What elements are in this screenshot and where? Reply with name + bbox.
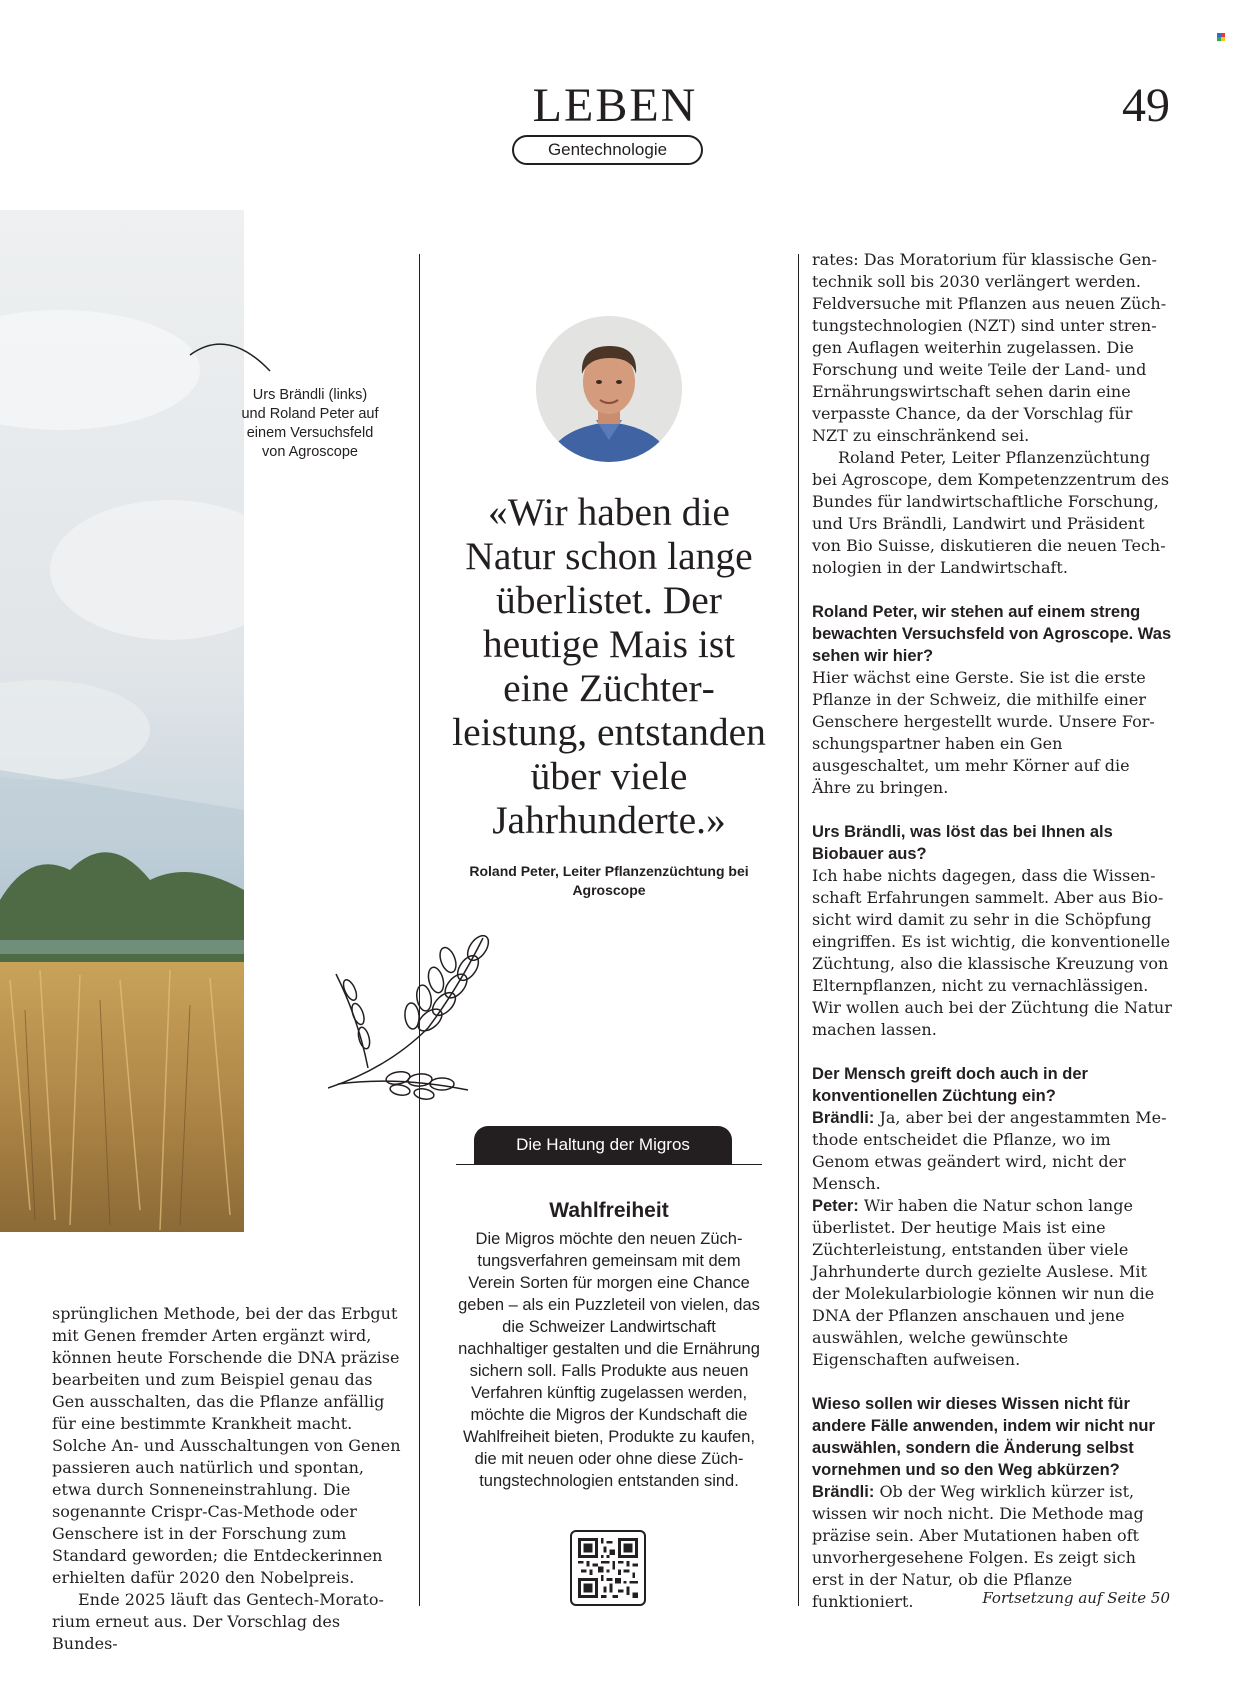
pull-quote: «Wir haben die Natur schon lange überlistet. Der heutige Mais ist eine Züchterleistung, entstanden über viele Jahrhunderte.» — [452, 490, 766, 842]
photo-caption: Urs Brändli (links) und Roland Peter auf einem Versuchsfeld von Agroscope — [241, 387, 379, 460]
interview-question: Roland Peter, wir stehen auf einem streng bewachten Versuchsfeld von Agroscope. Was sehen wir hier? — [812, 603, 1172, 665]
answer-text: Ja, aber bei der angestammten Methode entscheidet die Pflanze, wo im Genom etwas geändert wird, nicht der Mensch. — [812, 1108, 1167, 1193]
article-column-right — [812, 249, 1172, 1613]
migros-box-heading: Wahlfreiheit — [549, 1199, 669, 1222]
quote-credit: Roland Peter, Leiter Pflanzenzüchtung bei Agroscope — [469, 863, 749, 898]
caption-pointer-arc — [188, 335, 278, 375]
paragraph: sprünglichen Methode, bei der das Erbgut mit Genen fremder Arten ergänzt wird, können heute Forschende die DNA präzise bearbeiten und zum Beispiel genau das Gen ausschalten, das die Pflanze anfällig für eine bestimmte Krankheit macht. Solche An- und Ausschaltungen von Genen passieren auch natürlich und spontan, etwa durch Sonneneinstrahlung. Die sogenannte Crispr-Cas-Methode oder Genschere ist in der Forschung zum Standard geworden; die Entdeckerinnen erhielten dafür 2020 den Nobelpreis. — [52, 1304, 401, 1587]
wheat-illustration-icon — [328, 918, 498, 1108]
interview-question: Wieso sollen wir dieses Wissen nicht für andere Fälle anwenden, indem wir nicht nur auswählen, sondern die Änderung selbst vornehmen und so den Weg abkürzen? — [812, 1395, 1155, 1479]
answer-text: Ob der Weg wirklich kürzer ist, wissen wir noch nicht. Die Methode mag präzise sein. Aber Mutationen haben oft unvorhergesehene Folgen. Es zeigt sich erst in der Natur, ob die Pflanze funktioniert. — [812, 1482, 1144, 1611]
corner-mark-icon — [1217, 33, 1225, 41]
speaker-label: Peter: — [812, 1197, 859, 1215]
portrait-photo — [536, 316, 682, 462]
speaker-label: Brändli: — [812, 1109, 875, 1127]
section-title: LEBEN — [532, 79, 698, 132]
topic-tag[interactable]: Gentechnologie — [512, 135, 703, 165]
migros-box-text: Die Migros möchte den neuen Züchtungsverfahren gemeinsam mit dem Verein Sorten für morgen eine Chance geben – als ein Puzzleteil von vielen, das die Schweizer Landwirtschaft nachhaltiger gestalten und die Ernährung sichern soll. Falls Produkte aus neuen Verfahren künftig zugelassen werden, möchte die Migros der Kundschaft die Wahlfreiheit bieten, Produkte zu kaufen, die mit neuen oder ohne diese Züchtungstechnologien entstanden sind. — [458, 1230, 760, 1490]
paragraph: Ende 2025 läuft das Gentech-Moratorium erneut aus. Der Vorschlag des Bundes- — [52, 1590, 384, 1653]
page-number: 49 — [1122, 79, 1170, 132]
paragraph: rates: Das Moratorium für klassische Gentechnik soll bis 2030 verlängert werden. Feldversuche mit Pflanzen aus neuen Züchtungstechnologien (NZT) sind unter strengen Auflagen weiterhin zugelassen. Die Forschung und weite Teile der Land- und Ernährungswirtschaft sehen darin eine verpasste Chance, da der Vorschlag für NZT zu einschränkend sei. — [812, 250, 1167, 445]
interview-question: Urs Brändli, was löst das bei Ihnen als Biobauer aus? — [812, 823, 1113, 863]
qr-code-icon[interactable] — [570, 1530, 646, 1606]
interview-answer — [812, 1195, 1172, 1371]
interview-answer — [812, 1107, 1172, 1195]
paragraph: Roland Peter, Leiter Pflanzenzüchtung bei Agroscope, dem Kompetenzzentrum des Bundes für landwirtschaftliche Forschung, und Urs Brändli, Landwirt und Präsident von Bio Suisse, diskutieren die neuen Technologien in der Landwirtschaft. — [812, 448, 1170, 577]
interview-answer: Hier wächst eine Gerste. Sie ist die erste Pflanze in der Schweiz, die mithilfe einer Genschere hergestellt wurde. Unsere Forschungspartner haben ein Gen ausgeschaltet, um mehr Körner auf die Ähre zu bringen. — [812, 668, 1155, 797]
answer-text: Wir haben die Natur schon lange überlistet. Der heutige Mais ist eine Züchterleistung, entstanden über viele Jahrhunderte durch gezielte Auslese. Mit der Molekularbiologie können wir nun die DNA der Pflanzen anschauen und jene auswählen, welche gewünschte Eigenschaften aufweisen. — [812, 1196, 1155, 1369]
box-divider — [456, 1164, 762, 1165]
article-column-left — [52, 1303, 404, 1655]
speaker-label: Brändli: — [812, 1483, 875, 1501]
interview-answer: Ich habe nichts dagegen, dass die Wissenschaft Erfahrungen sammelt. Aber aus Biosicht wird damit zu sehr in die Schöpfung eingriffen. Es ist wichtig, die konventionelle Züchtung, also die klassische Kreuzung von Elternpflanzen, nicht zu vernachlässigen. Wir wollen auch bei der Züchtung die Natur machen lassen. — [812, 866, 1172, 1039]
interview-question: Der Mensch greift doch auch in der konventionellen Züchtung ein? — [812, 1065, 1088, 1105]
migros-box-label: Die Haltung der Migros — [474, 1126, 732, 1164]
continued-notice[interactable]: Fortsetzung auf Seite 50 — [982, 1589, 1170, 1607]
column-divider — [798, 254, 799, 1606]
